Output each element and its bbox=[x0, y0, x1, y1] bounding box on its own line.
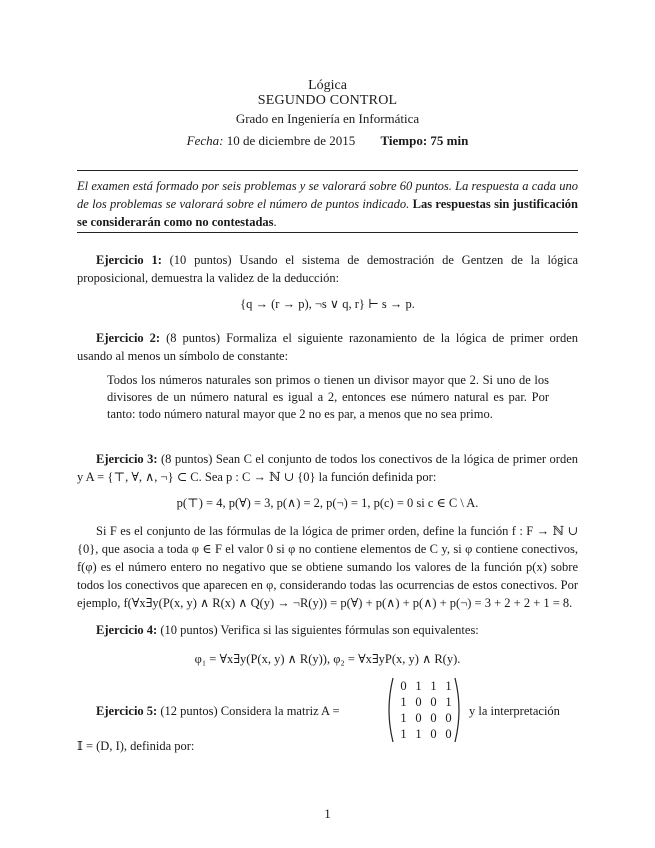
matrix-cell: 0 bbox=[415, 711, 422, 725]
exercise-3-text: (8 puntos) Sean C el conjunto de todos los conectivos de la lógica de primer orden y A = {⊤, ∀, ∧, ¬} ⊂ C. Sea p : C → ℕ ∪ {0} la función definida por: bbox=[77, 452, 579, 484]
exercise-3 bbox=[77, 450, 578, 486]
date-value: 10 de diciembre de 2015 bbox=[226, 133, 356, 148]
matrix-cell: 1 bbox=[400, 695, 407, 709]
exercise-2-label: Ejercicio 2: bbox=[96, 331, 161, 345]
exercise-2-quote: Todos los números naturales son primos o tienen un divisor mayor que 2. Si uno de los divisores de un número natural es igual a 2, entonces ese número natural es par. Por tanto: todo número natural mayor que 2 no es par, a menos que no sea primo. bbox=[107, 373, 549, 421]
matrix-cell: 1 bbox=[445, 679, 452, 693]
intro-italic: El examen está formado por seis problemas y se valorará sobre 60 puntos. La respuesta a cada uno de los problemas se valorará sobre el número de puntos indicado. bbox=[77, 179, 578, 211]
exercise-2 bbox=[77, 329, 578, 365]
matrix-cell: 0 bbox=[430, 727, 437, 741]
time-limit: Tiempo: 75 min bbox=[380, 133, 469, 148]
exam-title: SEGUNDO CONTROL bbox=[257, 93, 398, 108]
exercise-3-paragraph: Si F es el conjunto de las fórmulas de la lógica de primer orden, define la función f : F → ℕ ∪ {0}, que asocia a toda φ ∈ F el valor 0 si φ no contiene elementos de C y, si φ contiene conectivos, f(φ) es el número entero no negativo que se obtiene sumando los valores de la función p(x) sobre todos los conectivos que aparecen en φ, considerando todas las ocurrencias de estos conectivos. Por ejemplo, f(∀x∃y(P(x, y) ∧ R(x) ∧ Q(y) → ¬R(y)) = p(∀) + p(∧) + p(∧) + p(¬) = 3 + 2 + 2 + 1 = 8. bbox=[77, 524, 578, 610]
exercise-4-formula: φ₁ = ∀x∃y(P(x, y) ∧ R(y)), φ₂ = ∀x∃yP(x, y) ∧ R(y). bbox=[194, 652, 461, 666]
matrix-cell: 1 bbox=[415, 727, 422, 741]
exercise-5-lead bbox=[96, 704, 340, 719]
degree-name: Grado en Ingeniería en Informática bbox=[235, 111, 420, 126]
exercise-5 bbox=[77, 676, 578, 753]
bottom-rule bbox=[77, 232, 578, 233]
matrix-cell: 0 bbox=[445, 711, 452, 725]
exercise-2-text: (8 puntos) Formaliza el siguiente razonamiento de la lógica de primer orden usando al menos un símbolo de constante: bbox=[77, 331, 579, 363]
exercise-1-label: Ejercicio 1: bbox=[96, 253, 162, 267]
matrix-cell: 1 bbox=[400, 727, 407, 741]
matrix-cell: 1 bbox=[415, 679, 422, 693]
matrix-cell: 0 bbox=[415, 695, 422, 709]
matrix-cell: 0 bbox=[430, 711, 437, 725]
exercise-5-label: Ejercicio 5: bbox=[96, 704, 158, 718]
page-number: 1 bbox=[324, 806, 331, 821]
exercise-5-line2: 𝕀 = (D, I), definida por: bbox=[77, 739, 195, 753]
matrix-cell: 1 bbox=[430, 679, 437, 693]
exercise-5-text: (12 puntos) Considera la matriz A = bbox=[160, 704, 340, 718]
top-rule bbox=[77, 170, 578, 171]
intro-end: . bbox=[273, 215, 277, 229]
exercise-3-label: Ejercicio 3: bbox=[96, 452, 158, 466]
matrix-cell: 0 bbox=[400, 679, 407, 693]
exercise-1-formula: {q → (r → p), ¬s ∨ q, r} ⊢ s → p. bbox=[240, 297, 415, 311]
matrix-a bbox=[384, 676, 464, 744]
intro-bold: Las respuestas sin justificación se considerarán como no contestadas bbox=[77, 197, 578, 229]
exercise-4-label: Ejercicio 4: bbox=[96, 623, 158, 637]
date-time-line bbox=[0, 133, 655, 148]
intro-paragraph bbox=[77, 177, 578, 231]
exercise-1 bbox=[77, 251, 578, 287]
course-title: Lógica bbox=[308, 78, 347, 93]
date-label: Fecha: bbox=[186, 133, 224, 148]
exercise-1-text: (10 puntos) Usando el sistema de demostración de Gentzen de la lógica proposicional, demuestra la validez de la deducción: bbox=[77, 253, 579, 285]
matrix-cell: 1 bbox=[400, 711, 407, 725]
exercise-5-after: y la interpretación bbox=[469, 704, 560, 718]
exercise-4 bbox=[77, 621, 578, 639]
exercise-3-formula: p(⊤) = 4, p(∀) = 3, p(∧) = 2, p(¬) = 1, p(c) = 0 si c ∈ C \ A. bbox=[176, 496, 479, 510]
matrix-grid bbox=[396, 679, 456, 743]
exercise-4-text: (10 puntos) Verifica si las siguientes fórmulas son equivalentes: bbox=[160, 623, 479, 637]
matrix-cell: 0 bbox=[430, 695, 437, 709]
matrix-cell: 1 bbox=[445, 695, 452, 709]
matrix-cell: 0 bbox=[445, 727, 452, 741]
